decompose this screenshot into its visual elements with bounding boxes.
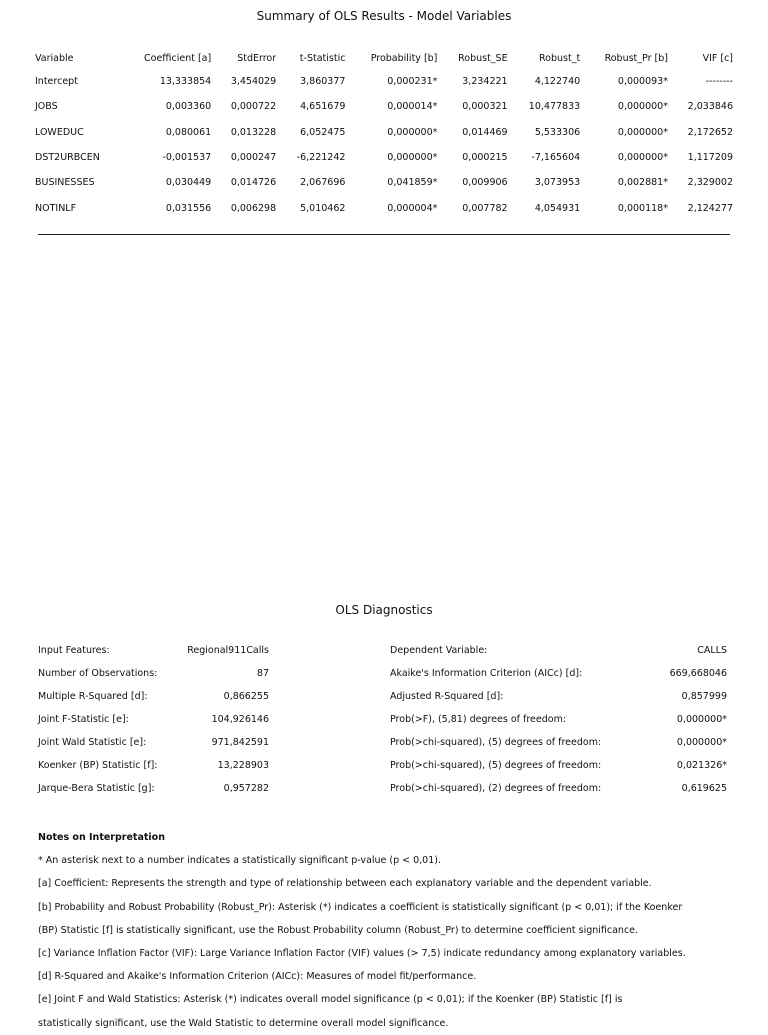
cell-robust-t: 3,073953 [534,177,581,189]
cell-vif: 2,172652 [687,126,733,138]
cell-robust-se: 0,000321 [462,101,508,113]
table-row [32,170,736,195]
diagnostic-label: Multiple R-Squared [d]: [38,691,148,702]
diagnostic-row [390,754,727,777]
diagnostic-row [38,754,269,777]
note-line: [b] Probability and Robust Probability (Robust_Pr): Asterisk (*) indicates a coefficient is statistically significant (p < 0,01); if the Koenker [38,901,683,913]
diagnostic-row [38,639,269,662]
diagnostic-label: Akaike's Information Criterion (AICc) [d]: [390,668,583,679]
cell-vif: -------- [705,76,733,88]
cell-robust-pr: 0,000000* [617,126,668,138]
cell-stderror: 3,454029 [230,76,277,88]
cell-vif: 2,124277 [687,202,733,214]
diagnostic-label: Dependent Variable: [390,645,488,656]
cell-robust-pr: 0,000093* [617,76,668,88]
cell-probability: 0,041859* [387,177,438,189]
cell-t-statistic: 5,010462 [300,202,346,214]
cell-stderror: 0,013228 [230,126,277,138]
table-row [32,145,736,170]
cell-coefficient: 0,080061 [165,126,212,138]
header-robust-t: Robust_t [538,52,581,64]
diagnostic-value: 0,857999 [681,691,727,702]
diagnostic-label: Prob(>chi-squared), (5) degrees of freedom: [390,737,602,748]
diagnostic-label: Number of Observations: [38,668,158,679]
diagnostic-row [38,708,269,731]
cell-stderror: 0,000722 [230,101,277,113]
cell-coefficient: 0,003360 [165,101,212,113]
variables-title: Summary of OLS Results - Model Variables [256,9,512,23]
note-line: statistically significant, use the Wald Statistic to determine overall model significance. [38,1017,449,1029]
notes-heading: Notes on Interpretation [38,832,165,843]
cell-variable: JOBS [35,101,58,113]
cell-robust-t: -7,165604 [531,152,581,164]
table-header-row [32,47,736,69]
model-variables-table [32,47,736,221]
table-row [32,195,736,220]
cell-robust-se: 0,009906 [462,177,508,189]
diagnostic-row [390,639,727,662]
diagnostic-value: 104,926146 [211,714,269,725]
diagnostic-value: 0,000000* [676,737,727,748]
diagnostic-row [390,685,727,708]
cell-coefficient: 13,333854 [159,76,212,88]
diagnostic-row [390,708,727,731]
cell-variable: LOWEDUC [35,126,84,138]
diagnostic-value: CALLS [697,645,727,656]
diagnostic-label: Jarque-Bera Statistic [g]: [38,783,155,794]
cell-probability: 0,000000* [387,152,438,164]
note-line: [c] Variance Inflation Factor (VIF): Large Variance Inflation Factor (VIF) values (> 7,5) indicate redundancy among explanatory variables. [38,948,686,960]
cell-variable: DST2URBCEN [35,152,100,164]
cell-variable: Intercept [35,76,78,88]
cell-robust-pr: 0,000000* [617,152,668,164]
cell-robust-pr: 0,000118* [617,202,668,214]
diagnostic-row [390,731,727,754]
diagnostic-label: Input Features: [38,645,110,656]
diagnostic-value: Regional911Calls [187,645,269,656]
cell-probability: 0,000014* [387,101,438,113]
header-t-statistic: t-Statistic [299,52,346,64]
diagnostic-row [38,731,269,754]
cell-variable: NOTINLF [35,202,77,214]
cell-robust-pr: 0,002881* [617,177,668,189]
diagnostic-value: 87 [256,668,269,679]
header-coefficient: Coefficient [a] [144,52,212,64]
cell-probability: 0,000000* [387,126,438,138]
header-probability: Probability [b] [370,52,438,64]
diagnostic-label: Prob(>chi-squared), (5) degrees of freedom: [390,760,602,771]
header-robust-se: Robust_SE [458,52,508,64]
cell-stderror: 0,014726 [230,177,277,189]
header-vif: VIF [c] [702,52,733,64]
header-stderror: StdError [237,52,277,64]
cell-robust-pr: 0,000000* [617,101,668,113]
cell-t-statistic: 6,052475 [300,126,346,138]
cell-probability: 0,000004* [387,202,438,214]
diagnostic-label: Koenker (BP) Statistic [f]: [38,760,158,771]
note-line: (BP) Statistic [f] is statistically significant, use the Robust Probability column (Robust_Pr) to determine coefficient significance. [38,924,639,936]
diagnostic-row [390,777,727,800]
cell-t-statistic: 2,067696 [300,177,346,189]
header-robust-pr: Robust_Pr [b] [604,52,668,64]
cell-t-statistic: 4,651679 [300,101,346,113]
diagnostic-row [38,685,269,708]
note-line: [a] Coefficient: Represents the strength and type of relationship between each explanatory variable and the dependent variable. [38,878,652,890]
cell-variable: BUSINESSES [35,177,95,189]
cell-robust-t: 5,533306 [534,126,581,138]
diagnostic-label: Prob(>F), (5,81) degrees of freedom: [390,714,567,725]
cell-coefficient: 0,030449 [165,177,212,189]
cell-stderror: 0,006298 [230,202,277,214]
diagnostic-value: 669,668046 [669,668,727,679]
diagnostic-value: 0,619625 [681,783,727,794]
diagnostic-value: 0,021326* [676,760,727,771]
cell-vif: 2,033846 [687,101,733,113]
cell-robust-t: 10,477833 [528,101,581,113]
cell-coefficient: -0,001537 [162,152,212,164]
diagnostic-value: 971,842591 [211,737,269,748]
cell-vif: 1,117209 [687,152,733,164]
cell-robust-t: 4,122740 [534,76,581,88]
cell-robust-se: 0,007782 [462,202,508,214]
header-variable: Variable [35,52,74,64]
table-row [32,94,736,119]
diagnostic-row [38,777,269,800]
cell-robust-t: 4,054931 [534,202,581,214]
diagnostic-label: Joint Wald Statistic [e]: [38,737,147,748]
interpretation-notes [38,826,738,1035]
cell-probability: 0,000231* [387,76,438,88]
diagnostic-value: 0,866255 [223,691,269,702]
note-line: [d] R-Squared and Akaike's Information Criterion (AICc): Measures of model fit/performance. [38,971,477,983]
cell-coefficient: 0,031556 [165,202,212,214]
diagnostic-row [38,662,269,685]
diagnostic-label: Joint F-Statistic [e]: [38,714,129,725]
cell-robust-se: 3,234221 [462,76,508,88]
diagnostic-value: 0,957282 [223,783,269,794]
note-line: [e] Joint F and Wald Statistics: Asterisk (*) indicates overall model significance (p < 0,01); if the Koenker (BP) Statistic [f] is [38,994,623,1006]
note-line: * An asterisk next to a number indicates a statistically significant p-value (p < 0,01). [38,855,441,867]
cell-vif: 2,329002 [687,177,733,189]
diagnostic-row [390,662,727,685]
cell-stderror: 0,000247 [230,152,277,164]
cell-robust-se: 0,014469 [462,126,508,138]
diagnostics-left-column [38,639,269,800]
diagnostic-value: 13,228903 [217,760,269,771]
table-row [32,120,736,145]
table-row [32,69,736,94]
cell-t-statistic: -6,221242 [296,152,346,164]
diagnostics-right-column [390,639,727,800]
diagnostic-label: Prob(>chi-squared), (2) degrees of freedom: [390,783,602,794]
diagnostic-label: Adjusted R-Squared [d]: [390,691,504,702]
cell-robust-se: 0,000215 [462,152,508,164]
diagnostic-value: 0,000000* [676,714,727,725]
cell-t-statistic: 3,860377 [300,76,346,88]
diagnostics-title: OLS Diagnostics [335,603,433,617]
table-divider [38,234,730,235]
